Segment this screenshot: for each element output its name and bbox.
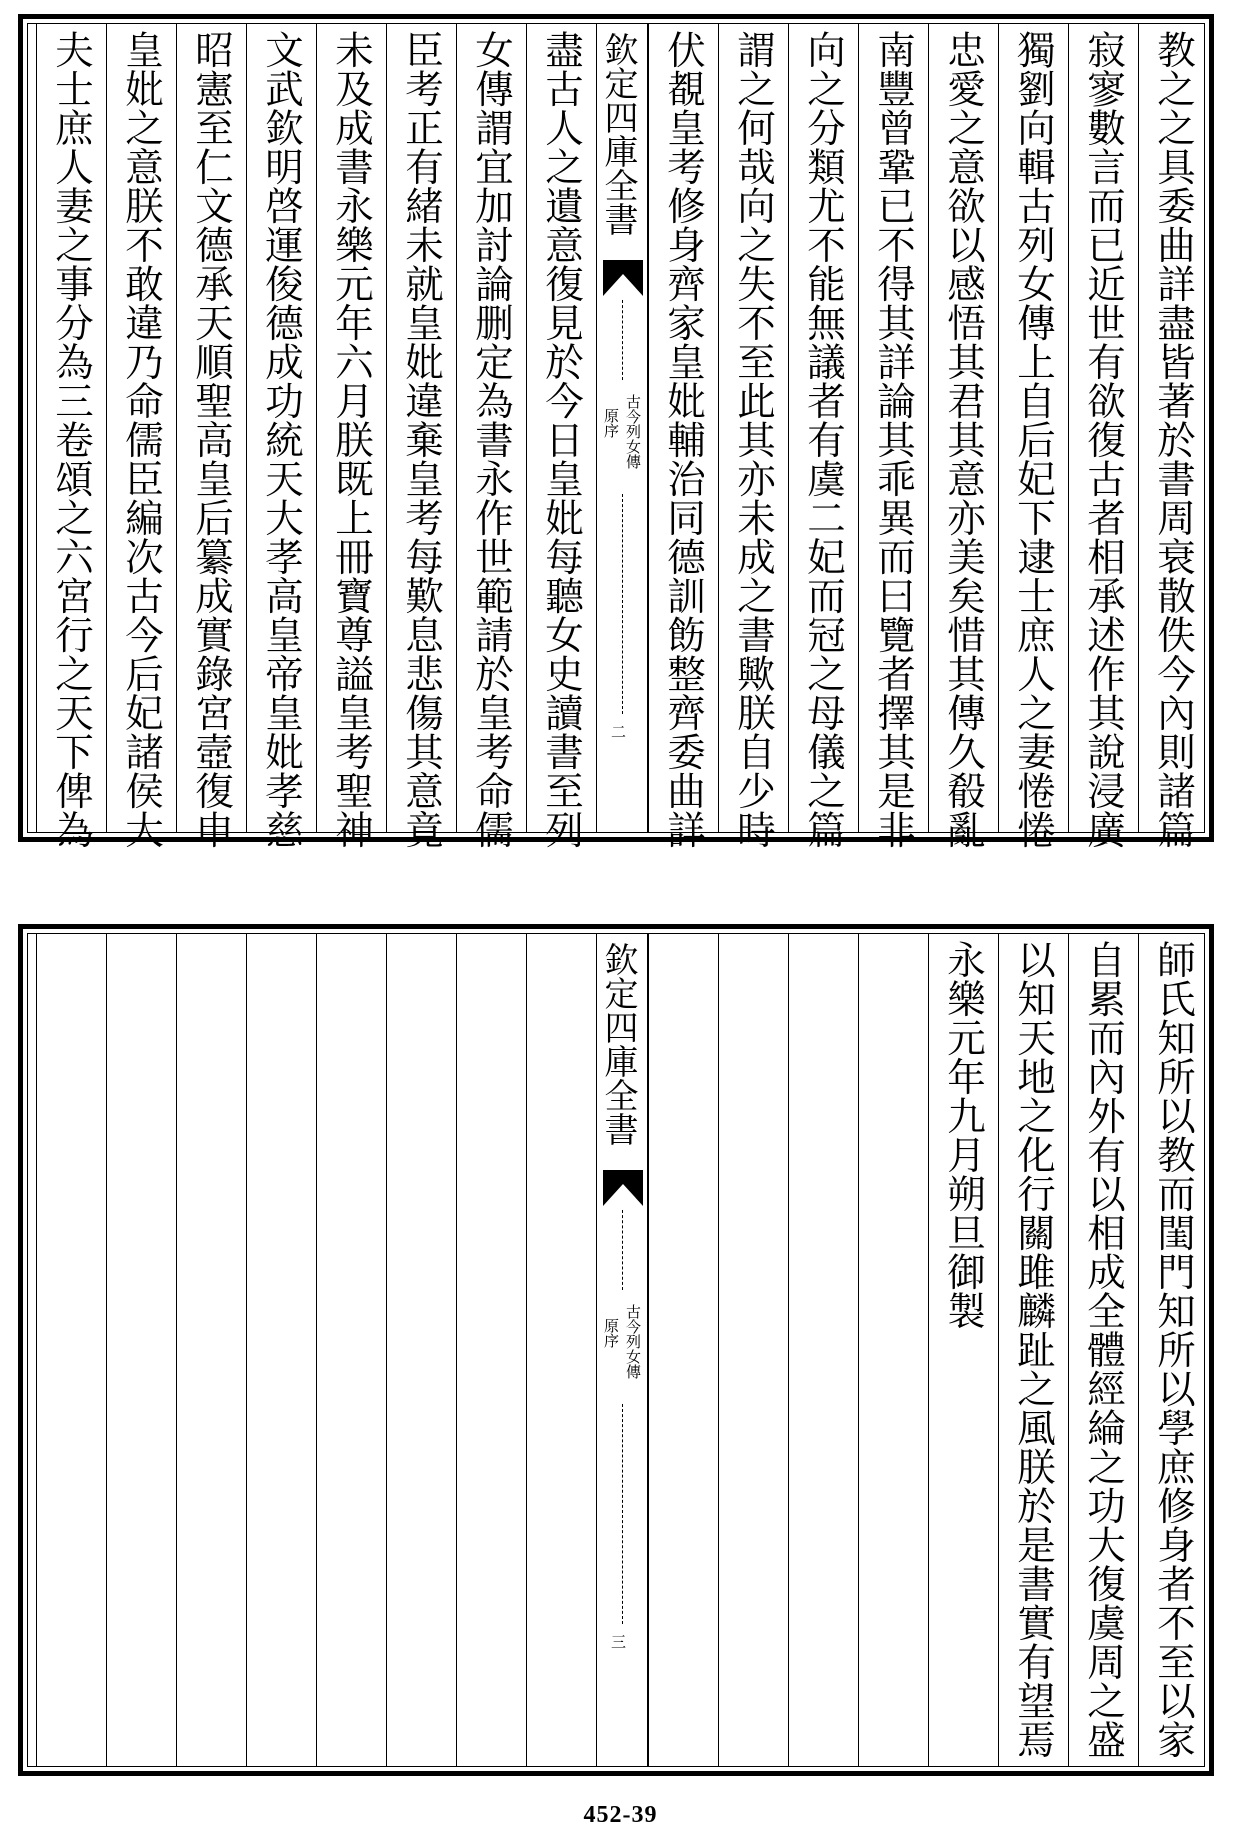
text-column — [718, 24, 788, 849]
text-column — [1068, 24, 1138, 849]
text-column — [648, 934, 718, 1766]
column-text: 謂之何哉向之失不至此其亦未成之書歟朕自少時 — [731, 30, 776, 849]
column-text: 獨劉向輯古列女傳上自后妃下逮士庶人之妻惓惓 — [1011, 30, 1056, 849]
column-text: 南豐曾鞏已不得其詳論其乖異而曰覽者擇其是非 — [871, 30, 916, 849]
column-text: 皇妣之意朕不敢違乃命儒臣編次古今后妃諸侯大 — [119, 30, 164, 849]
page-top-frame — [27, 23, 1205, 849]
text-column — [648, 24, 718, 849]
subtitle-main: 古今列女傳 — [624, 1304, 642, 1379]
text-column — [526, 24, 596, 849]
text-column — [246, 934, 316, 1766]
text-column — [176, 24, 246, 849]
subtitle-sub: 原序 — [602, 408, 620, 438]
text-column — [316, 934, 386, 1766]
text-column — [998, 24, 1068, 849]
text-column — [106, 934, 176, 1766]
fish-tail-ornament-icon — [603, 1170, 643, 1206]
center-dash-line — [622, 300, 623, 380]
text-column — [1138, 934, 1208, 1766]
text-column — [316, 24, 386, 849]
column-text: 未及成書永樂元年六月朕既上冊寶尊謚皇考聖神 — [329, 30, 374, 849]
page-bottom — [18, 924, 1214, 1776]
text-column — [526, 934, 596, 1766]
column-text: 永樂元年九月朔旦御製 — [941, 940, 986, 1330]
book-title: 欽定四庫全書 — [598, 942, 638, 1146]
column-text: 伏覩皇考修身齊家皇妣輔治同德訓飭整齊委曲詳 — [661, 30, 706, 849]
page-number: 二 — [609, 724, 627, 739]
text-column — [858, 24, 928, 849]
text-column — [36, 934, 106, 1766]
page-code: 452-39 — [583, 1802, 658, 1828]
column-text: 教之之具委曲詳盡皆著於書周衰散佚今內則諸篇 — [1151, 30, 1196, 849]
text-column — [386, 24, 456, 849]
center-dash-line — [622, 1404, 623, 1624]
column-text: 盡古人之遺意復見於今日皇妣每聽女史讀書至列 — [539, 30, 584, 849]
column-text: 向之分類尤不能無議者有虞二妃而冠之母儀之篇 — [801, 30, 846, 849]
text-column — [928, 934, 998, 1766]
text-column — [788, 24, 858, 849]
text-column — [788, 934, 858, 1766]
column-text: 文武欽明啓運俊德成功統天大孝高皇帝皇妣孝慈 — [259, 30, 304, 849]
text-column — [386, 934, 456, 1766]
text-column — [1068, 934, 1138, 1766]
column-text: 以知天地之化行關雎麟趾之風朕於是書實有望焉 — [1011, 940, 1056, 1759]
subtitle-main: 古今列女傳 — [624, 394, 642, 469]
text-column — [36, 24, 106, 849]
column-text: 女傳謂宜加討論删定為書永作世範請於皇考命儒 — [469, 30, 514, 849]
column-text: 昭憲至仁文德承天順聖高皇后纂成實錄宮壼復申 — [189, 30, 234, 849]
fish-tail-ornament-icon — [603, 260, 643, 296]
column-text: 忠愛之意欲以感悟其君其意亦美矣惜其傳久殽亂 — [941, 30, 986, 849]
column-text: 自累而內外有以相成全體經綸之功大復虞周之盛 — [1081, 940, 1126, 1759]
text-column — [456, 24, 526, 849]
text-column — [246, 24, 316, 849]
center-strip — [596, 24, 648, 832]
text-column — [1138, 24, 1208, 849]
center-dash-line — [622, 1210, 623, 1290]
page-top — [18, 14, 1214, 849]
text-column — [456, 934, 526, 1766]
column-text: 寂寥數言而已近世有欲復古者相承述作其說浸廣 — [1081, 30, 1126, 849]
center-dash-line — [622, 494, 623, 714]
text-column — [718, 934, 788, 1766]
text-column — [858, 934, 928, 1766]
text-column — [928, 24, 998, 849]
page-bottom-frame — [27, 933, 1205, 1767]
column-text: 師氏知所以教而閨門知所以學庶修身者不至以家 — [1151, 940, 1196, 1759]
text-column — [106, 24, 176, 849]
page-number: 三 — [609, 1634, 627, 1649]
column-text: 臣考正有緒未就皇妣違棄皇考每歎息悲傷其意竟 — [399, 30, 444, 849]
text-column — [998, 934, 1068, 1766]
subtitle-sub: 原序 — [602, 1318, 620, 1348]
center-strip — [596, 934, 648, 1766]
column-text: 夫士庶人妻之事分為三卷頌之六宮行之天下俾為 — [49, 30, 94, 849]
book-title: 欽定四庫全書 — [598, 32, 638, 236]
text-column — [176, 934, 246, 1766]
